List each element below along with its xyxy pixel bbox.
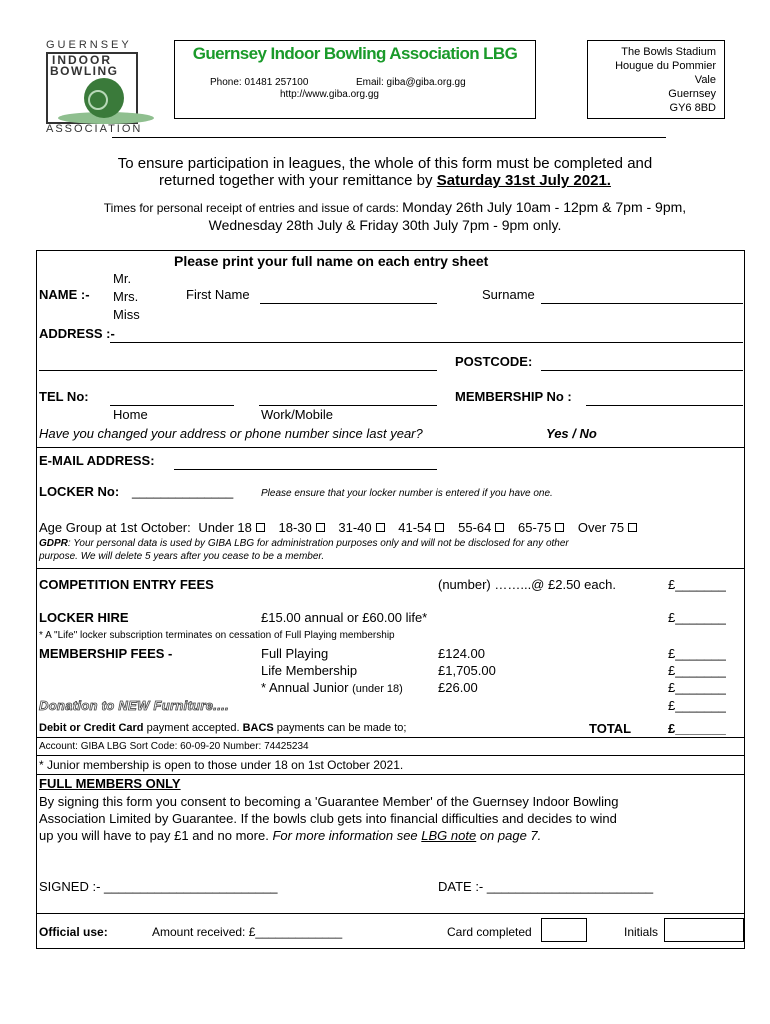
email-label: E-MAIL ADDRESS: <box>39 453 155 468</box>
age-label: Over 75 <box>577 520 625 535</box>
home-label: Home <box>113 407 148 422</box>
junior-price: £26.00 <box>438 680 478 695</box>
age-label: 41-54 <box>398 520 432 535</box>
changed-question: Have you changed your address or phone number since last year? <box>39 426 423 441</box>
logo-line2: BOWLING <box>50 64 119 78</box>
title-mr[interactable]: Mr. <box>113 271 132 286</box>
age-option[interactable] <box>578 520 637 535</box>
header-website[interactable]: http://www.giba.org.gg <box>280 89 379 100</box>
bowl-icon <box>58 74 160 124</box>
full-playing-price: £124.00 <box>438 646 485 661</box>
age-option[interactable] <box>278 520 324 535</box>
divider <box>36 774 744 775</box>
header-email: Email: giba@giba.org.gg <box>356 77 466 88</box>
locker-hire-rate: £15.00 annual or £60.00 life* <box>261 610 428 625</box>
surname-field[interactable] <box>541 287 743 304</box>
address-line: Guernsey <box>668 88 716 100</box>
intro-line2-text: returned together with your remittance by <box>159 172 437 189</box>
initials-box[interactable] <box>664 918 744 942</box>
intro-line2 <box>0 172 770 189</box>
tel-work-field[interactable] <box>259 389 437 406</box>
form-heading: Please print your full name on each entry sheet <box>174 253 489 269</box>
life-membership-price: £1,705.00 <box>438 663 496 678</box>
full-members-heading: FULL MEMBERS ONLY <box>39 776 181 791</box>
address-line: GY6 8BD <box>669 102 716 114</box>
address-field[interactable] <box>110 326 743 343</box>
gdpr-line1 <box>39 538 569 549</box>
full-playing-label: Full Playing <box>261 646 329 661</box>
age-option[interactable] <box>518 520 564 535</box>
signed-field[interactable]: SIGNED :- ________________________ <box>39 879 278 894</box>
checkbox-icon[interactable] <box>316 523 325 532</box>
competition-label: COMPETITION ENTRY FEES <box>39 577 214 592</box>
stadium-address <box>590 45 716 115</box>
surname-label: Surname <box>482 287 535 302</box>
address-field-line2[interactable] <box>39 354 437 371</box>
checkbox-icon[interactable] <box>495 523 504 532</box>
age-option[interactable] <box>458 520 504 535</box>
logo-bottom-text: ASSOCIATION <box>46 123 143 135</box>
divider <box>36 737 744 738</box>
checkbox-icon[interactable] <box>555 523 564 532</box>
membership-label: MEMBERSHIP No : <box>455 389 572 404</box>
competition-amount-field[interactable]: £_______ <box>668 577 726 592</box>
page-reference: on page 7. <box>476 828 542 843</box>
donation-label: Donation to NEW Furniture.... <box>39 698 229 713</box>
guarantee-line1: By signing this form you consent to becoming a 'Guarantee Member' of the Guernsey Indoor Bowling <box>39 794 619 809</box>
postcode-field[interactable] <box>541 354 743 371</box>
junior-amount-field[interactable]: £_______ <box>668 680 726 695</box>
title-miss[interactable]: Miss <box>113 307 140 322</box>
age-option[interactable] <box>198 520 264 535</box>
divider <box>36 755 744 756</box>
times-label: Times for personal receipt of entries and issue of cards: <box>103 201 403 215</box>
locker-amount-field[interactable]: £_______ <box>668 610 726 625</box>
work-label: Work/Mobile <box>261 407 334 422</box>
title-mrs[interactable]: Mrs. <box>113 289 139 304</box>
gdpr-line2: purpose. We will delete 5 years after you cease to be a member. <box>39 551 325 562</box>
first-name-field[interactable] <box>260 287 437 304</box>
header-divider <box>112 137 666 138</box>
header-phone: Phone: 01481 257100 <box>210 77 309 88</box>
lbg-note-link[interactable]: LBG note <box>421 828 477 843</box>
email-field[interactable] <box>174 453 437 470</box>
official-use-label: Official use: <box>39 925 108 939</box>
annual-junior-row <box>261 680 403 695</box>
locker-note: Please ensure that your locker number is entered if you have one. <box>261 488 553 499</box>
logo-top-text: GUERNSEY <box>46 39 132 51</box>
age-label: 65-75 <box>517 520 552 535</box>
under18-label: (under 18) <box>352 683 403 695</box>
checkbox-icon[interactable] <box>628 523 637 532</box>
times-line1 <box>0 199 770 217</box>
locker-field[interactable]: ______________ <box>132 484 234 499</box>
age-option[interactable] <box>398 520 444 535</box>
gdpr-label: GDPR <box>39 538 68 549</box>
bank-account: Account: GIBA LBG Sort Code: 60-09-20 Number: 74425234 <box>39 741 309 752</box>
address-line: Vale <box>694 74 716 86</box>
yes-no-option[interactable]: Yes / No <box>546 426 597 441</box>
first-name-label: First Name <box>186 287 250 302</box>
title-options[interactable] <box>113 270 140 324</box>
membership-fees-label: MEMBERSHIP FEES - <box>39 646 173 661</box>
divider <box>36 568 744 569</box>
amount-received-field[interactable]: Amount received: £_____________ <box>152 925 343 939</box>
guarantee-line2: Association Limited by Guarantee. If the bowls club gets into financial difficulties and decides to wind <box>39 811 617 826</box>
more-info-text: For more information see <box>272 828 422 843</box>
annual-junior-label: * Annual Junior <box>261 680 349 695</box>
total-amount-field[interactable]: £_______ <box>668 721 726 736</box>
intro-line1: To ensure participation in leagues, the whole of this form must be completed and <box>117 155 653 172</box>
postcode-label: POSTCODE: <box>455 354 533 369</box>
times-monday: Monday 26th July 10am - 12pm & 7pm - 9pm, <box>402 199 687 215</box>
life-membership-label: Life Membership <box>261 663 358 678</box>
debit-text: payment accepted. <box>143 722 243 734</box>
logo-line1: INDOOR <box>52 53 112 67</box>
life-membership-amount-field[interactable]: £_______ <box>668 663 726 678</box>
debit-label: Debit or Credit Card <box>39 722 144 734</box>
age-label: 55-64 <box>458 520 492 535</box>
age-label: 18-30 <box>278 520 312 535</box>
donation-amount-field[interactable]: £_______ <box>668 698 726 713</box>
full-playing-amount-field[interactable]: £_______ <box>668 646 726 661</box>
age-group-row <box>39 520 637 535</box>
life-locker-note: * A "Life" locker subscription terminates on cessation of Full Playing membership <box>39 630 395 641</box>
name-label: NAME :- <box>39 287 90 302</box>
org-title: Guernsey Indoor Bowling Association LBG <box>192 44 518 63</box>
competition-rate: (number) ……...@ £2.50 each. <box>438 577 616 592</box>
checkbox-icon[interactable] <box>435 523 444 532</box>
bacs-label: BACS <box>242 722 274 734</box>
deadline: Saturday 31st July 2021. <box>436 172 611 189</box>
locker-hire-label: LOCKER HIRE <box>39 610 129 625</box>
address-line: The Bowls Stadium <box>621 46 716 58</box>
bacs-text: payments can be made to; <box>273 722 407 734</box>
gdpr-text: : Your personal data is used by GIBA LBG for administration purposes only and will not be disclosed for any other <box>67 538 569 549</box>
tel-label: TEL No: <box>39 389 89 404</box>
junior-note: * Junior membership is open to those under 18 on 1st October 2021. <box>39 758 404 772</box>
age-option[interactable] <box>338 520 384 535</box>
tel-home-field[interactable] <box>110 389 234 406</box>
initials-label: Initials <box>624 925 659 939</box>
card-completed-box[interactable] <box>541 918 587 942</box>
checkbox-icon[interactable] <box>376 523 385 532</box>
age-prefix: Age Group at 1st October: <box>39 520 191 535</box>
age-label: Under 18 <box>198 520 252 535</box>
date-field[interactable]: DATE :- _______________________ <box>438 879 654 894</box>
payment-methods <box>39 722 406 734</box>
times-line2: Wednesday 28th July & Friday 30th July 7pm - 9pm only. <box>208 217 562 233</box>
total-label: TOTAL <box>589 721 632 736</box>
age-label: 31-40 <box>338 520 372 535</box>
locker-label: LOCKER No: <box>39 484 120 499</box>
guarantee-text: up you will have to pay £1 and no more. <box>39 828 273 843</box>
guarantee-line3 <box>39 828 541 843</box>
checkbox-icon[interactable] <box>256 523 265 532</box>
address-label: ADDRESS :- <box>39 326 115 341</box>
address-line: Hougue du Pommier <box>615 60 716 72</box>
divider <box>36 447 744 448</box>
divider <box>36 913 744 914</box>
membership-field[interactable] <box>586 389 743 406</box>
card-completed-label: Card completed <box>447 925 532 939</box>
